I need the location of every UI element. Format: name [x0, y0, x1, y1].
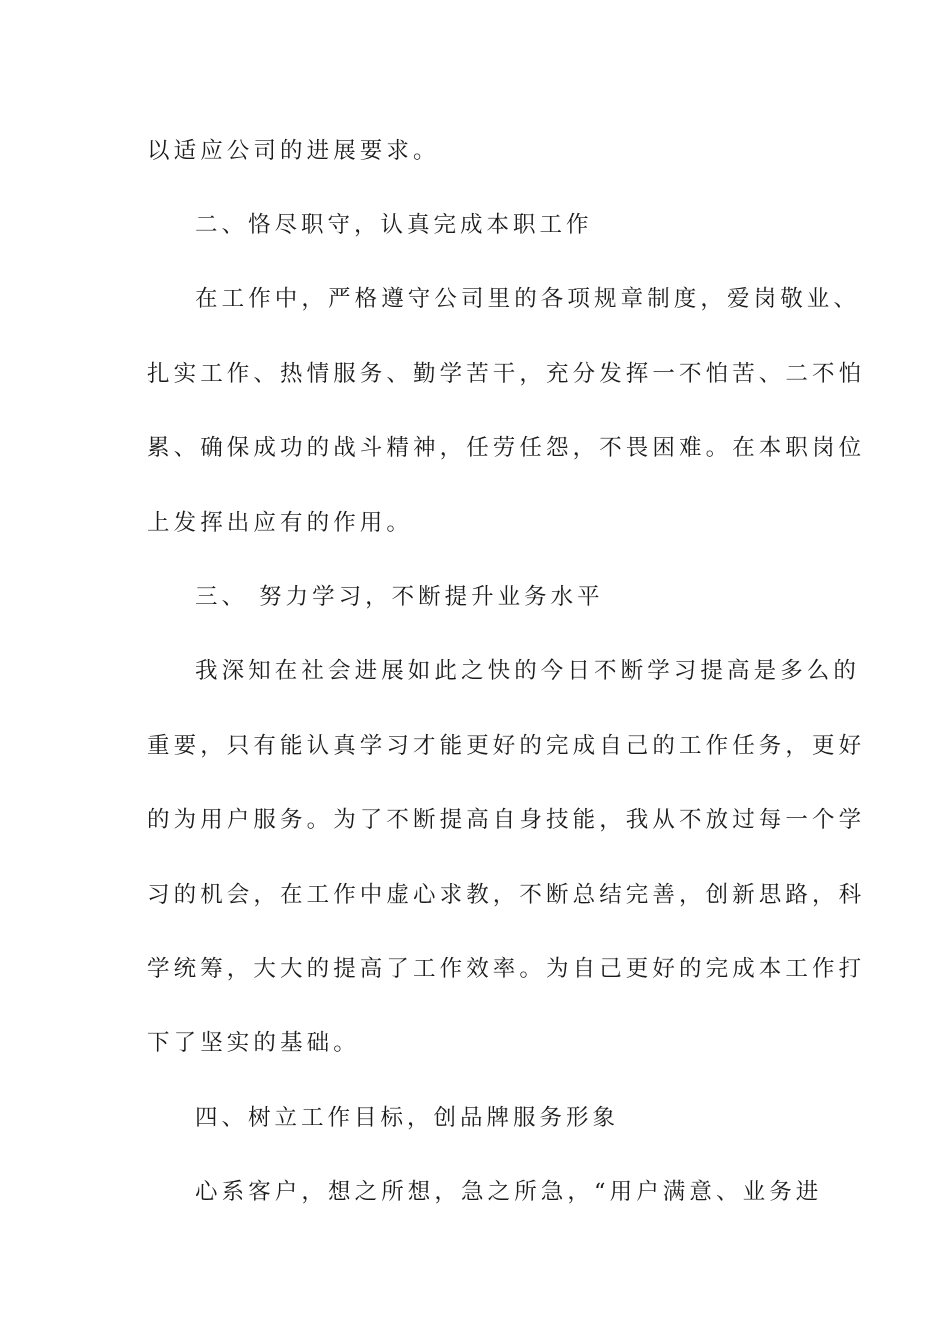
section-heading-2: 二、恪尽职守，认真完成本职工作: [195, 212, 593, 238]
section-heading-3: 三、 努力学习，不断提升业务水平: [195, 584, 604, 610]
paragraph-line: 学统筹，大大的提高了工作效率。为自己更好的完成本工作打: [147, 956, 866, 982]
section-heading-4: 四、树立工作目标，创品牌服务形象: [195, 1105, 620, 1131]
paragraph-line: 累、确保成功的战斗精神，任劳任怨，不畏困难。在本职岗位: [147, 435, 866, 461]
paragraph-line: 上发挥出应有的作用。: [147, 510, 414, 536]
paragraph-line: 扎实工作、热情服务、勤学苦干，充分发挥一不怕苦、二不怕: [147, 361, 866, 387]
paragraph-line: 习的机会，在工作中虚心求教，不断总结完善，创新思路，科: [147, 882, 866, 908]
paragraph-line: 的为用户服务。为了不断提高自身技能，我从不放过每一个学: [147, 807, 866, 833]
paragraph-line: 我深知在社会进展如此之快的今日不断学习提高是多么的: [195, 658, 861, 684]
paragraph-line: 心系客户，想之所想，急之所急，“用户满意、业务进: [195, 1179, 823, 1205]
paragraph-line: 重要，只有能认真学习才能更好的完成自己的工作任务，更好: [147, 733, 866, 759]
paragraph-line: 在工作中，严格遵守公司里的各项规章制度，爱岗敬业、: [195, 286, 861, 312]
paragraph-line: 以适应公司的进展要求。: [147, 138, 440, 164]
paragraph-line: 下了坚实的基础。: [147, 1030, 360, 1056]
